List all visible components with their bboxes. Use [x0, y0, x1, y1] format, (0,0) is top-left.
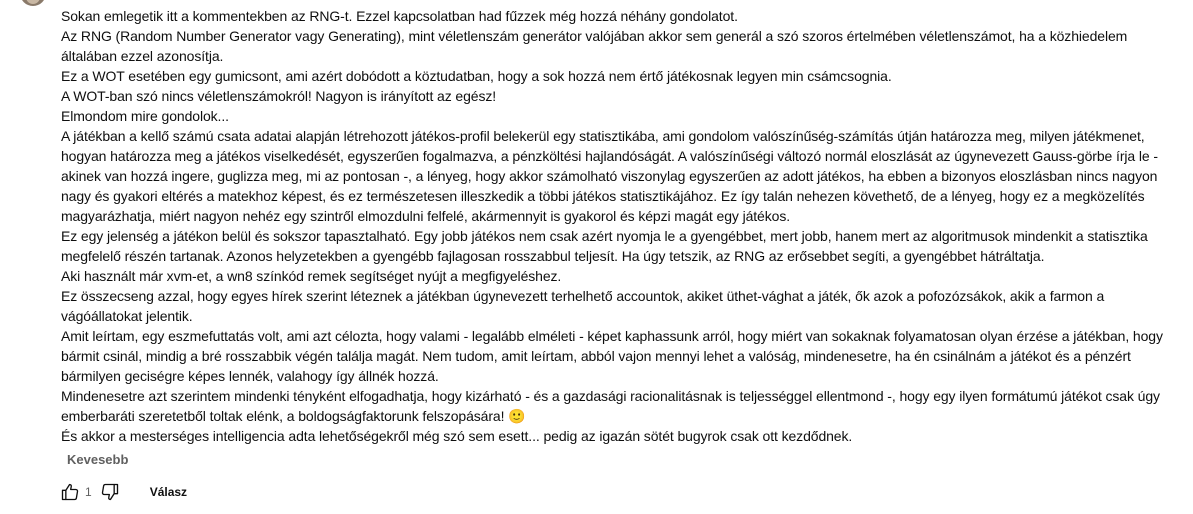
dislike-button[interactable] [98, 480, 122, 504]
thumbs-up-icon [60, 482, 80, 502]
comment-paragraph-4: A WOT-ban szó nincs véletlenszámokról! Nagyon is irányított az egész! [61, 88, 497, 104]
avatar[interactable] [20, 0, 46, 6]
comment-paragraph-9: Ez összecseng azzal, hogy egyes hírek szerint léteznek a játékban úgynevezett terhelhető accountok, akiket üthet-vághat a játék, ők azok a pofozózsákok, akik a farmon a vágóállatokat jelentik. [61, 288, 1105, 324]
comment-paragraph-3: Ez a WOT esetében egy gumicsont, ami azért dobódott a köztudatban, hogy a sok hozzá nem értő játékosnak legyen min csámcsognia. [61, 68, 892, 84]
reply-button[interactable]: Válasz [149, 485, 188, 499]
read-less-button[interactable]: Kevesebb [67, 452, 129, 467]
comment-paragraph-7: Ez egy jelenség a játékon belül és sokszor tapasztalható. Egy jobb játékos nem csak azért nyomja le a gyengébbet, mert jobb, hanem mert az algoritmusok mindenkit a statisztika megfelelő részén tartanak. Azonos helyzetekben a gyengébb fajlagosan rosszabbul teljesít. Ha úgy tetszik, az RNG az erősebbet segíti, a gyengébbet hátráltatja. [61, 228, 1148, 264]
comment-paragraph-2: Az RNG (Random Number Generator vagy Generating), mint véletlenszám generátor valójában akkor sem generál a szó szoros értelmében véletlenszámot, ha a közhiedelem általában ezzel azonosítja. [61, 28, 1128, 64]
comment-action-bar [58, 478, 187, 506]
thumbs-down-icon [100, 482, 120, 502]
comment-paragraph-5: Elmondom mire gondolok... [61, 108, 229, 124]
comment-paragraph-8: Aki használt már xvm-et, a wn8 színkód remek segítséget nyújt a megfigyeléshez. [61, 268, 562, 284]
comment-paragraph-10: Amit leírtam, egy eszmefuttatás volt, ami azt célozta, hogy valami - legalább elméleti - képet kaphassunk arról, hogy miért van sokaknak folyamatosan olyan érzése a játékban, hogy bármit csinál, mindig a bré rosszabbik végén találja magát. Nem tudom, amit leírtam, abból vajon mennyi lehet a valóság, mindenesetre, ha én csinálnám a játékot és a pénzért bármilyen geciségre képes lennék, valahogy így állnék hozzá. [61, 328, 1163, 384]
comment-paragraph-1: Sokan emlegetik itt a kommentekben az RNG-t. Ezzel kapcsolatban had fűzzek még hozzá néhány gondolatot. [61, 8, 738, 24]
comment-text [61, 6, 1179, 446]
comment-paragraph-6: A játékban a kellő számú csata adatai alapján létrehozott játékos-profil belekerül egy statisztikába, ami gondolom valószínűség-számítás útján határozza meg, milyen játékmenet, hogyan határozza meg a játékos viselkedését, egyszerűen fogalmazva, a pénzköltési hajlandóságát. A valószínűségi változó normál eloszlását az úgynevezett Gauss-görbe írja le - akinek van hozzá ingere, guglizza meg, mi az pontosan -, a lényeg, hogy akkor számolható viszonylag egyszerűen az adott játékos, ha ebben a bizonyos eloszlásban nincs nagyon nagy és gyakori eltérés a matekhoz képest, és ez természetesen illeszkedik a többi játékos statisztikájához. Ez így talán nehezen követhető, de a lényeg, hogy ez a megközelítés magyarázhatja, miért nagyon nehéz egy szintről elmozdulni felfelé, akármennyit is gyakorol és képzi magát egy játékos. [61, 128, 1158, 224]
comment-paragraph-11: Mindenesetre azt szerintem mindenki tényként elfogadhatja, hogy kizárható - és a gazdasági racionalitásnak is teljességgel ellentmond -, hogy egy ilyen formátumú játékot csak úgy emberbaráti szeretetből toltak elénk, a boldogságfaktorunk felszopására! 🙂 [61, 388, 1160, 424]
like-count: 1 [85, 485, 92, 499]
like-button[interactable] [58, 480, 82, 504]
comment-paragraph-12: És akkor a mesterséges intelligencia adta lehetőségekről még szó sem esett... pedig az igazán sötét bugyrok csak ott kezdődnek. [61, 428, 853, 444]
